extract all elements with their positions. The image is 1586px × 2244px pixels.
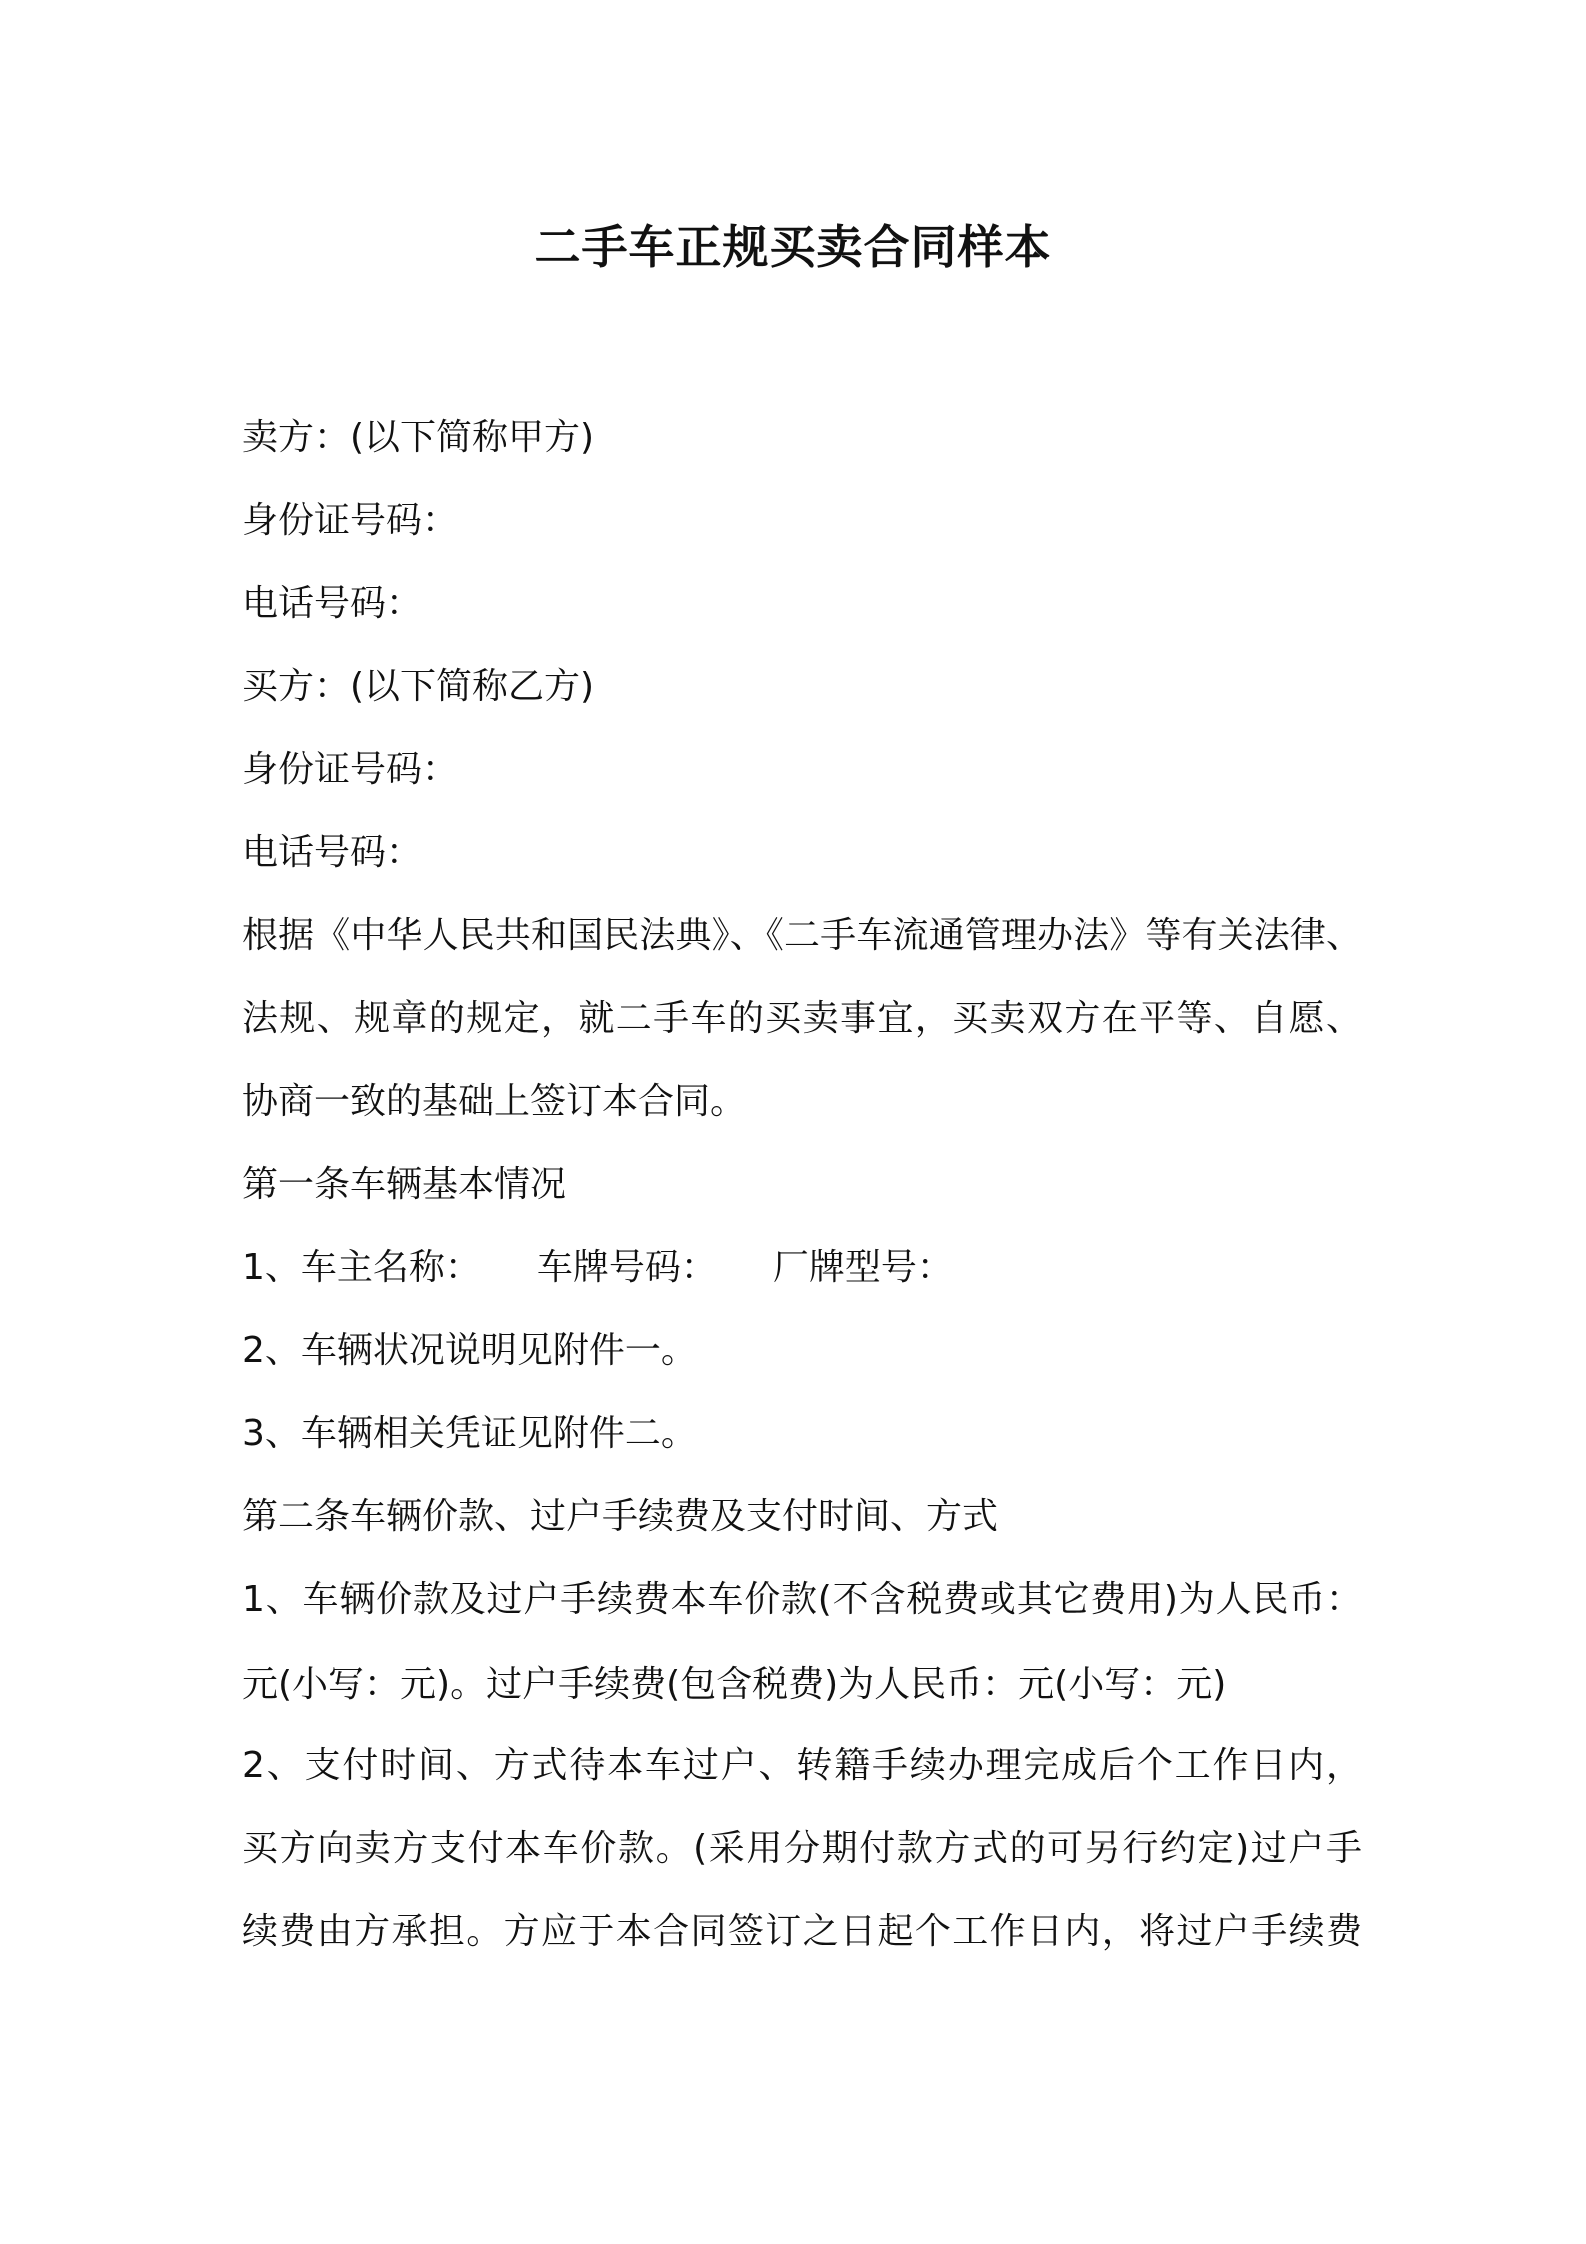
buyer-phone-line: 电话号码： (242, 832, 423, 873)
article1-item3: 3、车辆相关凭证见附件二。 (242, 1413, 697, 1454)
buyer-line: 买方：(以下简称乙方) (242, 666, 595, 707)
plate-number-field: 车牌号码： (536, 1247, 717, 1288)
article2-item2-line: 2、支付时间、方式待本车过户、转籍手续办理完成后个工作日内， (242, 1745, 1362, 1786)
buyer-id-line: 身份证号码： (242, 749, 459, 790)
article2-heading: 第二条车辆价款、过户手续费及支付时间、方式 (242, 1496, 999, 1537)
article2-item1-line: 1、车辆价款及过户手续费本车价款(不含税费或其它费用)为人民币： (242, 1579, 1362, 1620)
owner-name-field: 1、车主名称： (242, 1247, 481, 1288)
seller-line: 卖方：(以下简称甲方) (242, 417, 595, 458)
brand-model-field: 厂牌型号： (772, 1247, 953, 1288)
preamble-line: 协商一致的基础上签订本合同。 (242, 1081, 747, 1122)
document-title: 二手车正规买卖合同样本 (534, 220, 1052, 274)
preamble-line: 根据《中华人民共和国民法典》、《二手车流通管理办法》等有关法律、 (242, 915, 1362, 956)
seller-id-line: 身份证号码： (242, 500, 459, 541)
article1-item1 (242, 1238, 1362, 1298)
article1-heading: 第一条车辆基本情况 (242, 1164, 567, 1205)
article2-item2-line: 买方向卖方支付本车价款。(采用分期付款方式的可另行约定)过户手 (242, 1828, 1362, 1869)
article1-item2: 2、车辆状况说明见附件一。 (242, 1330, 697, 1371)
article2-item2-line: 续费由方承担。方应于本合同签订之日起个工作日内，将过户手续费 (242, 1911, 1362, 1952)
seller-phone-line: 电话号码： (242, 583, 423, 624)
preamble-line: 法规、规章的规定，就二手车的买卖事宜，买卖双方在平等、自愿、 (242, 998, 1362, 1039)
article2-item1-line: 元(小写：元)。过户手续费(包含税费)为人民币：元(小写：元) (242, 1664, 1227, 1705)
